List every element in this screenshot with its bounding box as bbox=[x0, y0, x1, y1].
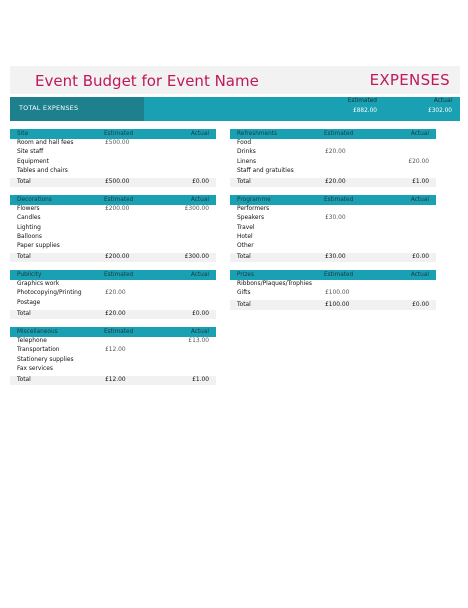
total-expenses-values bbox=[144, 97, 460, 121]
total-estimated-value: £882.00 bbox=[353, 108, 377, 114]
line-item-name: Flowers bbox=[17, 206, 40, 213]
table-row bbox=[10, 242, 216, 251]
publicity-table bbox=[10, 270, 216, 319]
estimated-column-header: Estimated bbox=[324, 131, 354, 137]
estimated-value: £200.00 bbox=[105, 206, 130, 213]
site-table bbox=[10, 129, 216, 187]
line-item-name: Room and hall fees bbox=[17, 140, 74, 147]
actual-column-header: Actual bbox=[190, 197, 209, 203]
total-expenses-label-box bbox=[10, 97, 144, 121]
prizes-section-title: Prizes bbox=[237, 272, 255, 278]
refreshments-total-row bbox=[230, 178, 436, 187]
line-item-name: Lighting bbox=[17, 224, 41, 231]
refreshments-header-row bbox=[230, 129, 436, 139]
line-item-name: Food bbox=[237, 140, 252, 147]
programme-table bbox=[230, 195, 436, 262]
table-row bbox=[10, 365, 216, 374]
line-item-name: Equipment bbox=[17, 158, 49, 165]
table-row bbox=[10, 157, 216, 166]
table-row bbox=[10, 148, 216, 157]
line-item-name: Tables and chairs bbox=[17, 167, 68, 174]
total-expenses-band bbox=[10, 97, 460, 121]
table-row bbox=[230, 289, 436, 298]
total-label: Total bbox=[237, 178, 251, 185]
table-row bbox=[10, 214, 216, 223]
total-estimated-value: £500.00 bbox=[105, 178, 130, 185]
line-item-name: Other bbox=[237, 242, 254, 249]
decorations-section-title: Decorations bbox=[17, 197, 52, 203]
miscellaneous-total-row bbox=[10, 376, 216, 385]
actual-column-header: Actual bbox=[410, 272, 429, 278]
line-item-name: Ribbons/Plaques/Trophies bbox=[237, 281, 312, 288]
total-label: Total bbox=[17, 376, 31, 383]
programme-section-title: Programme bbox=[237, 197, 271, 203]
actual-column-header: Actual bbox=[410, 197, 429, 203]
decorations-total-row bbox=[10, 253, 216, 262]
total-estimated-value: £20.00 bbox=[105, 310, 126, 317]
line-item-name: Site staff bbox=[17, 149, 44, 156]
total-label: Total bbox=[237, 301, 251, 308]
refreshments-table bbox=[230, 129, 436, 187]
actual-value: £20.00 bbox=[408, 158, 429, 165]
total-actual-value: £1.00 bbox=[192, 376, 209, 383]
table-row bbox=[10, 167, 216, 176]
total-actual-value: £0.00 bbox=[192, 310, 209, 317]
line-item-name: Staff and gratuities bbox=[237, 167, 294, 174]
table-row bbox=[230, 214, 436, 223]
miscellaneous-section-title: Miscellaneous bbox=[17, 329, 58, 335]
publicity-section-title: Publicity bbox=[17, 272, 42, 278]
total-actual-header: Actual bbox=[433, 98, 452, 104]
table-row bbox=[230, 148, 436, 157]
table-row bbox=[10, 289, 216, 298]
prizes-total-row bbox=[230, 300, 436, 309]
table-row bbox=[230, 205, 436, 214]
actual-column-header: Actual bbox=[190, 131, 209, 137]
title-band bbox=[10, 66, 460, 94]
line-item-name: Performers bbox=[237, 206, 270, 213]
total-label: Total bbox=[237, 254, 251, 261]
table-row bbox=[230, 157, 436, 166]
estimated-value: £100.00 bbox=[325, 290, 350, 297]
actual-value: £13.00 bbox=[188, 338, 209, 345]
estimated-column-header: Estimated bbox=[104, 197, 134, 203]
total-label: Total bbox=[17, 310, 31, 317]
estimated-value: £12.00 bbox=[105, 347, 126, 354]
estimated-column-header: Estimated bbox=[104, 329, 134, 335]
table-row bbox=[10, 205, 216, 214]
line-item-name: Paper supplies bbox=[17, 242, 60, 249]
estimated-column-header: Estimated bbox=[104, 272, 134, 278]
table-row bbox=[230, 139, 436, 148]
decorations-table bbox=[10, 195, 216, 262]
estimated-column-header: Estimated bbox=[324, 272, 354, 278]
prizes-table bbox=[230, 270, 436, 310]
programme-header-row bbox=[230, 195, 436, 205]
line-item-name: Transportation bbox=[17, 347, 60, 354]
total-label: Total bbox=[17, 254, 31, 261]
line-item-name: Candles bbox=[17, 215, 41, 222]
programme-total-row bbox=[230, 253, 436, 262]
line-item-name: Travel bbox=[237, 224, 255, 231]
line-item-name: Speakers bbox=[237, 215, 265, 222]
line-item-name: Postage bbox=[17, 299, 41, 306]
estimated-value: £20.00 bbox=[105, 290, 126, 297]
table-row bbox=[10, 280, 216, 289]
table-row bbox=[10, 139, 216, 148]
line-item-name: Telephone bbox=[17, 338, 47, 345]
total-estimated-value: £12.00 bbox=[105, 376, 126, 383]
estimated-value: £20.00 bbox=[325, 149, 346, 156]
total-actual-value: £0.00 bbox=[412, 254, 429, 261]
total-estimated-value: £200.00 bbox=[105, 254, 130, 261]
table-row bbox=[230, 223, 436, 232]
publicity-header-row bbox=[10, 270, 216, 280]
table-row bbox=[10, 298, 216, 307]
total-actual-value: £300.00 bbox=[184, 254, 209, 261]
total-expenses-label: TOTAL EXPENSES bbox=[19, 104, 79, 112]
table-row bbox=[230, 167, 436, 176]
line-item-name: Drinks bbox=[237, 149, 256, 156]
total-estimated-value: £100.00 bbox=[325, 301, 350, 308]
miscellaneous-table bbox=[10, 327, 216, 385]
table-row bbox=[10, 223, 216, 232]
line-item-name: Linens bbox=[237, 158, 257, 165]
site-header-row bbox=[10, 129, 216, 139]
total-estimated-value: £30.00 bbox=[325, 254, 346, 261]
total-estimated-header: Estimated bbox=[347, 98, 377, 104]
line-item-name: Balloons bbox=[17, 233, 42, 240]
miscellaneous-header-row bbox=[10, 327, 216, 337]
actual-value: £300.00 bbox=[184, 206, 209, 213]
site-section-title: Site bbox=[17, 131, 29, 137]
site-total-row bbox=[10, 178, 216, 187]
total-actual-value: £0.00 bbox=[192, 178, 209, 185]
line-item-name: Graphics work bbox=[17, 281, 60, 288]
total-estimated-value: £20.00 bbox=[325, 178, 346, 185]
actual-column-header: Actual bbox=[190, 329, 209, 335]
actual-column-header: Actual bbox=[190, 272, 209, 278]
page-title: Event Budget for Event Name bbox=[35, 72, 259, 90]
estimated-column-header: Estimated bbox=[324, 197, 354, 203]
decorations-header-row bbox=[10, 195, 216, 205]
refreshments-section-title: Refreshments bbox=[237, 131, 278, 137]
estimated-value: £500.00 bbox=[105, 140, 130, 147]
line-item-name: Photocopying/Printing bbox=[17, 290, 82, 297]
line-item-name: Hotel bbox=[237, 233, 253, 240]
publicity-total-row bbox=[10, 310, 216, 319]
line-item-name: Gifts bbox=[237, 290, 251, 297]
table-row bbox=[230, 233, 436, 242]
line-item-name: Stationery supplies bbox=[17, 356, 74, 363]
prizes-header-row bbox=[230, 270, 436, 280]
total-label: Total bbox=[17, 178, 31, 185]
table-row bbox=[230, 280, 436, 289]
total-actual-value: £0.00 bbox=[412, 301, 429, 308]
estimated-column-header: Estimated bbox=[104, 131, 134, 137]
total-actual-value: £302.00 bbox=[428, 108, 452, 114]
table-row bbox=[10, 346, 216, 355]
table-row bbox=[10, 355, 216, 364]
table-row bbox=[10, 233, 216, 242]
actual-column-header: Actual bbox=[410, 131, 429, 137]
expenses-heading: EXPENSES bbox=[369, 71, 450, 89]
table-row bbox=[230, 242, 436, 251]
line-item-name: Fax services bbox=[17, 365, 53, 372]
table-row bbox=[10, 337, 216, 346]
total-actual-value: £1.00 bbox=[412, 178, 429, 185]
estimated-value: £30.00 bbox=[325, 215, 346, 222]
